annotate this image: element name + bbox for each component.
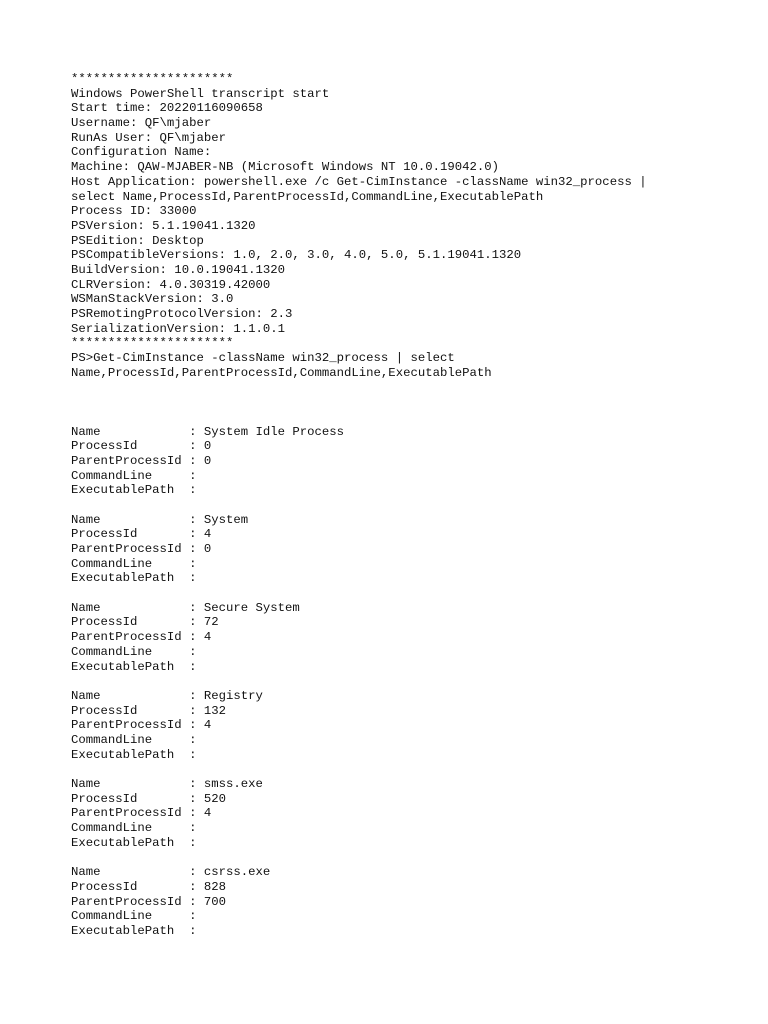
- record-executable-path: ExecutablePath :: [71, 483, 197, 498]
- ps-version: PSVersion: 5.1.19041.1320: [71, 218, 256, 233]
- host-application-continued: select Name,ProcessId,ParentProcessId,CommandLine,ExecutablePath: [71, 189, 544, 204]
- record-parent-process-id: ParentProcessId : 4: [71, 630, 212, 645]
- spacer: [71, 498, 751, 513]
- record-name: Name : csrss.exe: [71, 865, 271, 880]
- record-name: Name : System Idle Process: [71, 424, 345, 439]
- ps-compatible-versions: PSCompatibleVersions: 1.0, 2.0, 3.0, 4.0, 5.0, 5.1.19041.1320: [71, 248, 522, 263]
- record-process-id: ProcessId : 520: [71, 791, 226, 806]
- process-record: [71, 513, 751, 586]
- record-parent-process-id: ParentProcessId : 4: [71, 718, 212, 733]
- process-id: Process ID: 33000: [71, 204, 197, 219]
- record-executable-path: ExecutablePath :: [71, 923, 197, 938]
- process-record: [71, 601, 751, 674]
- record-process-id: ProcessId : 132: [71, 703, 226, 718]
- transcript-title: Windows PowerShell transcript start: [71, 86, 330, 101]
- record-process-id: ProcessId : 72: [71, 615, 219, 630]
- record-name: Name : System: [71, 512, 249, 527]
- process-record: [71, 865, 751, 938]
- record-parent-process-id: ParentProcessId : 0: [71, 453, 212, 468]
- separator-bottom: **********************: [71, 336, 234, 351]
- spacer: [71, 586, 751, 601]
- clr-version: CLRVersion: 4.0.30319.42000: [71, 277, 271, 292]
- start-time: Start time: 20220116090658: [71, 101, 263, 116]
- username: Username: QF\mjaber: [71, 116, 212, 131]
- record-name: Name : Secure System: [71, 600, 300, 615]
- spacer: [71, 380, 751, 409]
- record-command-line: CommandLine :: [71, 644, 197, 659]
- ps-remoting-protocol-version: PSRemotingProtocolVersion: 2.3: [71, 307, 293, 321]
- wsman-stack-version: WSManStackVersion: 3.0: [71, 292, 234, 307]
- record-command-line: CommandLine :: [71, 468, 197, 483]
- build-version: BuildVersion: 10.0.19041.1320: [71, 262, 286, 277]
- record-parent-process-id: ParentProcessId : 0: [71, 542, 212, 557]
- spacer: [71, 850, 751, 865]
- command-line-2: Name,ProcessId,ParentProcessId,CommandLine,ExecutablePath: [71, 365, 492, 380]
- record-parent-process-id: ParentProcessId : 4: [71, 806, 212, 821]
- record-parent-process-id: ParentProcessId : 700: [71, 894, 226, 909]
- record-executable-path: ExecutablePath :: [71, 835, 197, 850]
- transcript-document: [71, 72, 751, 939]
- record-process-id: ProcessId : 4: [71, 527, 212, 542]
- machine: Machine: QAW-MJABER-NB (Microsoft Windows NT 10.0.19042.0): [71, 160, 500, 175]
- spacer: [71, 674, 751, 689]
- process-record: [71, 777, 751, 850]
- record-executable-path: ExecutablePath :: [71, 659, 197, 674]
- host-application: Host Application: powershell.exe /c Get-CimInstance -className win32_process |: [71, 174, 647, 189]
- record-command-line: CommandLine :: [71, 556, 197, 571]
- record-command-line: CommandLine :: [71, 732, 197, 747]
- command-line-1: PS>Get-CimInstance -className win32_process | select: [71, 351, 455, 366]
- record-executable-path: ExecutablePath :: [71, 571, 197, 586]
- record-name: Name : Registry: [71, 688, 263, 703]
- record-process-id: ProcessId : 0: [71, 439, 212, 454]
- record-executable-path: ExecutablePath :: [71, 747, 197, 762]
- ps-edition: PSEdition: Desktop: [71, 233, 204, 248]
- record-process-id: ProcessId : 828: [71, 879, 226, 894]
- process-record: [71, 689, 751, 762]
- process-record: [71, 425, 751, 498]
- record-name: Name : smss.exe: [71, 777, 263, 792]
- record-command-line: CommandLine :: [71, 909, 197, 924]
- runas-user: RunAs User: QF\mjaber: [71, 130, 226, 145]
- serialization-version: SerializationVersion: 1.1.0.1: [71, 321, 286, 336]
- spacer: [71, 410, 751, 425]
- spacer: [71, 762, 751, 777]
- separator-top: **********************: [71, 72, 234, 86]
- configuration-name: Configuration Name:: [71, 145, 212, 160]
- record-command-line: CommandLine :: [71, 821, 197, 836]
